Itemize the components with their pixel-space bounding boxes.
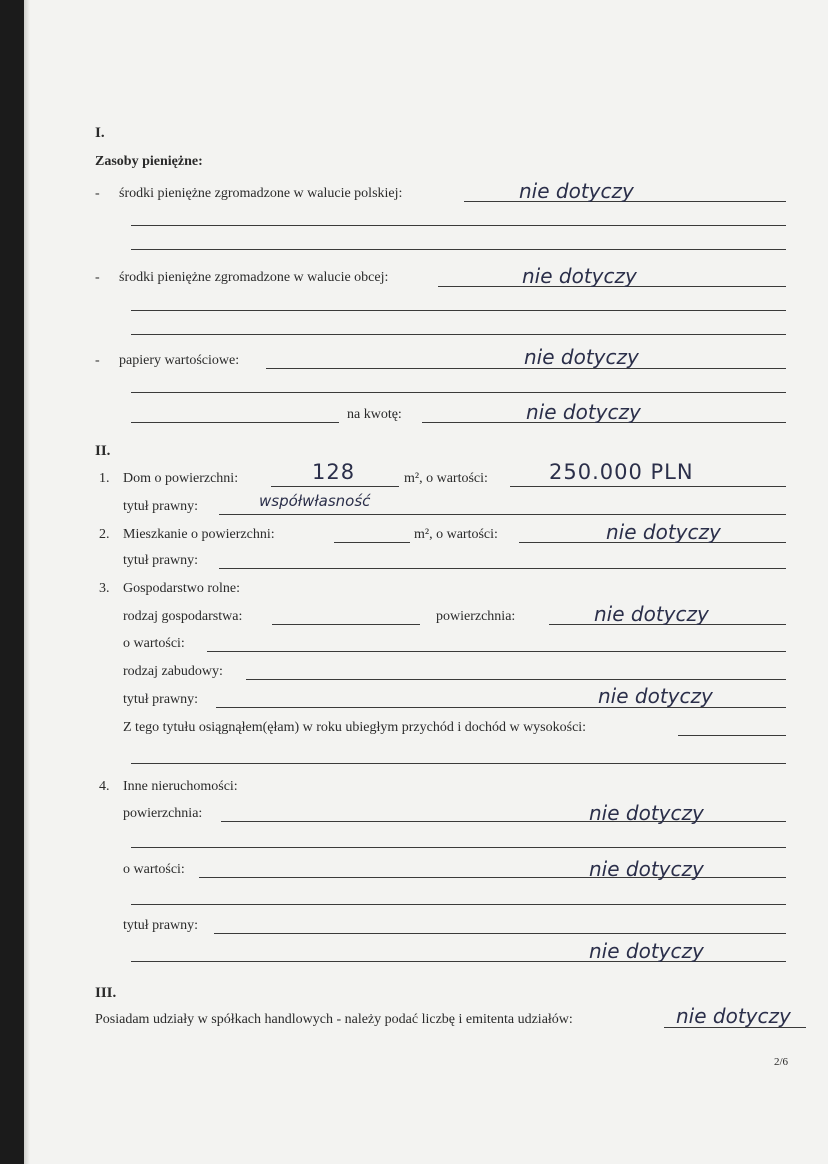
page-edge-shadow (24, 0, 30, 1164)
cash-foreign-value: nie dotyczy (522, 264, 637, 288)
amount-label: na kwotę: (347, 407, 402, 422)
house-title-line (219, 514, 786, 515)
farm-type-label: rodzaj gospodarstwa: (123, 609, 243, 624)
amount-value: nie dotyczy (526, 400, 641, 424)
house-unit: m², o wartości: (404, 471, 488, 486)
other-value-line-2 (131, 904, 786, 905)
securities-label: papiery wartościowe: (119, 353, 240, 368)
farm-value-label: o wartości: (123, 636, 185, 651)
farm-income-label: Z tego tytułu osiągnąłem(ęłam) w roku ubiegłym przychód i dochód w wysokości: (123, 720, 587, 735)
other-value-label: o wartości: (123, 862, 185, 877)
other-area-label: powierzchnia: (123, 806, 203, 821)
farm-title-label: tytuł prawny: (123, 692, 199, 707)
house-title-value: współwłasność (259, 492, 371, 510)
other-area-line-2 (131, 847, 786, 848)
farm-title-value: nie dotyczy (598, 684, 713, 708)
cash-pln-line-3 (131, 249, 786, 250)
cash-foreign-line-3 (131, 334, 786, 335)
dash: - (95, 353, 100, 368)
cash-foreign-line-2 (131, 310, 786, 311)
section-ii-heading: II. (95, 443, 111, 459)
securities-desc-line (131, 422, 339, 423)
house-area-line (271, 486, 399, 487)
farm-area-value: nie dotyczy (594, 602, 709, 626)
page-number: 2/6 (774, 1056, 789, 1068)
shares-label: Posiadam udziały w spółkach handlowych - należy podać liczbę i emitenta udziałów: (95, 1012, 573, 1027)
cash-foreign-label: środki pieniężne zgromadzone w walucie obcej: (119, 270, 389, 285)
house-area-label: Dom o powierzchni: (123, 471, 239, 486)
dash: - (95, 270, 100, 285)
other-area-value: nie dotyczy (589, 801, 704, 825)
flat-value: nie dotyczy (606, 520, 721, 544)
securities-line-2 (131, 392, 786, 393)
cash-pln-value: nie dotyczy (519, 179, 634, 203)
farm-buildings-line (246, 679, 786, 680)
house-area-value: 128 (312, 460, 356, 484)
flat-unit: m², o wartości: (414, 527, 498, 542)
house-number: 1. (99, 471, 110, 486)
dash: - (95, 186, 100, 201)
house-value: 250.000 PLN (549, 460, 694, 484)
section-iii-heading: III. (95, 985, 117, 1001)
other-title-value: nie dotyczy (589, 939, 704, 963)
farm-label: Gospodarstwo rolne: (123, 581, 241, 596)
flat-area-label: Mieszkanie o powierzchni: (123, 527, 275, 542)
farm-income-line-2 (131, 763, 786, 764)
farm-buildings-label: rodzaj zabudowy: (123, 664, 223, 679)
section-i-title: Zasoby pieniężne: (95, 154, 203, 169)
farm-type-line (272, 624, 420, 625)
farm-income-line (678, 735, 786, 736)
flat-title-label: tytuł prawny: (123, 553, 199, 568)
section-i-heading: I. (95, 125, 105, 141)
other-title-line (214, 933, 786, 934)
flat-title-line (219, 568, 786, 569)
shares-value: nie dotyczy (676, 1004, 791, 1028)
flat-number: 2. (99, 527, 110, 542)
cash-pln-line-2 (131, 225, 786, 226)
flat-area-line (334, 542, 410, 543)
other-label: Inne nieruchomości: (123, 779, 238, 794)
house-title-label: tytuł prawny: (123, 499, 199, 514)
other-number: 4. (99, 779, 110, 794)
farm-number: 3. (99, 581, 110, 596)
other-title-label: tytuł prawny: (123, 918, 199, 933)
form-page (24, 0, 828, 1164)
securities-value: nie dotyczy (524, 345, 639, 369)
other-value: nie dotyczy (589, 857, 704, 881)
cash-pln-label: środki pieniężne zgromadzone w walucie polskiej: (119, 186, 403, 201)
house-value-line (510, 486, 786, 487)
farm-area-label: powierzchnia: (436, 609, 516, 624)
farm-value-line (207, 651, 786, 652)
